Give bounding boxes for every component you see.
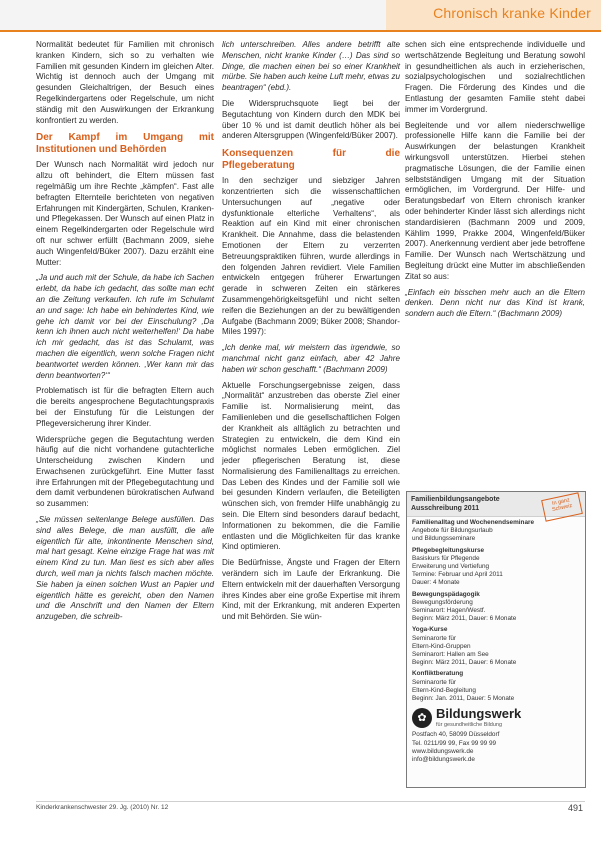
paragraph: schen sich eine entsprechende individuelle und wertschätzende Begleitung und Beratung sowohl in gesundheitlichen als auch in erzieherischen, sozialpsychologischen und sozialrechtlichen Fragen. Die Förderung des Kindes und die Entlastung der gesamten Familie steht dabei immer im Vordergrund. [405, 40, 585, 114]
footer-divider [36, 801, 585, 802]
column-1 [36, 40, 214, 628]
column-3 [405, 40, 585, 325]
paragraph: Die Widerspruchsquote liegt bei der Begutachtung von Kindern durch den MDK bei über 10 % und ist damit deutlich höher als bei anderen Altersgruppen (Wingenfeld/Büker 2007). [222, 98, 400, 141]
page-number: 491 [567, 803, 583, 813]
column-2 [222, 40, 400, 628]
ad-section: Konfliktberatung Seminarorte für Eltern-Kind-Begleitung Beginn: Jan. 2011, Dauer: 5 Monate [412, 670, 515, 703]
quote: „Einfach ein bisschen mehr auch an die Eltern denken. Denn nicht nur das Kind ist krank, sondern auch die Eltern.“ (Bachmann 2009) [405, 287, 585, 319]
logo-name: Bildungswerk [436, 706, 522, 722]
advertisement-box [406, 491, 586, 788]
page-section-title: Chronisch kranke Kinder [433, 5, 591, 21]
paragraph: Aktuelle Forschungsergebnisse zeigen, dass „Normalität“ anzustreben das oberste Ziel einer Familie ist. Normalisierung meint, das Familienleben und die gesellschaftlichen Folgen der Krankheit als alltäglich zu betrachten und Strategien zu entwickeln, die dem Kind ein möglichst normales Leben ermöglichen. Ziel jeder pflegerischen Beratung ist, diese Normalisierung des Familienalltags zu erreichen. Das Leben des Kindes und der Familie soll wie bei gesunden Kindern verlaufen, die Beteiligten wünschen sich, von fremder Hilfe unabhängig zu sein. Die Eltern sind besonders darauf bedacht, Informationen zu bekommen, die die Familie entlasten und die Möglichkeiten für das kranke Kind optimieren. [222, 380, 400, 552]
paragraph: Der Wunsch nach Normalität wird jedoch nur allzu oft behindert, die Eltern müssen fast regelmäßig um ihre Rechte „kämpfen“. Fast alle befragten Elternteile berichteten von negativen Erfahrungen mit Kindergärten, Schulen, Kranken- und Pflegekassen. Der Wunsch auf einen Platz in einem Regelkindergarten oder Regelschule wird oft nur schwer erfüllt (Bachmann 2009, siehe auch Wingenfeld/Büker 2007). Dazu erzählt eine Mutter: [36, 160, 214, 267]
ad-header: Familienbildungsangebote Ausschreibung 2011 [407, 492, 585, 517]
flower-logo-icon: ✿ [412, 708, 432, 728]
paragraph: Die Bedürfnisse, Ängste und Fragen der Eltern verändern sich im Laufe der Erkrankung. Die Eltern entwickeln mit der dauerhaften Versorgung ihres Kindes aber eine große Expertise mit ihrem Kind, mit der Erkrankung, mit anderen Experten und mit Behörden. Sie wün- [222, 558, 400, 622]
ad-section: Bewegungspädagogik Bewegungsförderung Seminarort: Hagen/Westf. Beginn: März 2011, Dauer: 6 Monate [412, 590, 517, 623]
paragraph: In den sechziger und siebziger Jahren konzentrierten sich die wissenschaftlichen Untersuchungen auf „negative oder dysfunktionale elterliche Verhaltens“, als Reaktion auf ein Kind mit einer chronischen Krankheit. Die Annahme, dass die belastenden Emotionen der Eltern zu verzerrten Betreuungspraktiken führen, wurde allerdings in den folgenden Jahren revidiert. Viele Familien entwickeln entgegen früherer Erwartungen gerade in schweren Zeiten ein stärkeres Zusammengehörigkeitsgefühl und nicht selten reifen die Beziehungen an der zu bewältigenden Aufgabe (Bachmann 2009; Büker 2008; Shandor-Miles 1997): [222, 176, 400, 337]
ad-section: Yoga-Kurse Seminarorte für Eltern-Kind-Gruppen Seminarort: Hallen am See Beginn: März 2011, Dauer: 6 Monate [412, 626, 517, 667]
bildungswerk-logo [407, 704, 585, 729]
ad-badge: In ganz Schweiz [541, 492, 583, 521]
ad-section: Familienalltag und Wochenendseminare Angebote für Bildungsurlaub und Bildungsseminare [412, 519, 535, 543]
quote: „Ich denke mal, wir meistern das irgendwie, so manchmal nicht ganz einfach, aber 42 Jahre haben wir schon geschafft.“ (Bachmann 2009) [222, 343, 400, 374]
paragraph: Begleitende und vor allem niederschwellige professionelle Hilfe kann die Familie bei der Auswirkungen der belastungen Krankheit wirkungsvoll unterstützen. Hierbei stehen pragmatische Lösungen, die der Familie einen selbstständigen Umgang mit der Situation ermöglichen, im Vordergrund. Der Hilfe- und Beratungsbedarf von Eltern chronisch kranker oder behinderter Kinder lässt sich allerdings nicht standardisieren (Bachmann 2009 und 2009, Kählim 1999, Prakke 2004, Wingenfeld/Büker 2007). Anerkennung verdient aber jede betroffene Familie. Der Wunsch nach Wertschätzung und Begleitung drückt eine Mutter im abschließenden Zitat so aus: [405, 120, 585, 281]
section-heading: Konsequenzen für die Pflegeberatung [222, 148, 400, 172]
paragraph: Normalität bedeutet für Familien mit chronisch kranken Kindern, sich so zu verhalten wie Familien mit gesunden Kindern im gleichen Alter. Wichtig ist dennoch auch der Umgang mit gesunden Gleichaltrigen, der Besuch eines Regelkindergartens oder Regelschule, um nicht ständig mit den Auswirkungen der Erkrankung konfrontiert zu werden. [36, 40, 214, 125]
quote: lich unterschreiben. Alles andere betrifft alte Menschen, nicht kranke Kinder (…) Das sind so Dinge, die machen einen bei so einer Krankheit mürbe. Sie haben auch keine Luft mehr, etwas zu beantragen“ (ebd.). [222, 40, 400, 93]
journal-citation: Kinderkrankenschwester 29. Jg. (2010) Nr. 12 [36, 804, 169, 811]
section-heading: Der Kampf im Umgang mit Institutionen und Behörden [36, 132, 214, 156]
paragraph: Widersprüche gegen die Begutachtung werden häufig auf die nicht vorhandene gutachterliche Unterscheidung zwischen Kindern und Erwachsenen zurückgeführt. Eine Mutter fasst ihre Erfahrungen mit der Pflegebegutachtung und dem damit verbundenen bürokratischen Aufwand so zusammen: [36, 434, 214, 509]
ad-contact: Postfach 40, 58099 Düsseldorf Tel. 0211/99 99, Fax 99 99 99 www.bildungswerk.de info@bildungswerk.de [407, 729, 585, 766]
quote: „Ja und auch mit der Schule, da habe ich Sachen erlebt, da habe ich gedacht, das sollte man echt an die Zeitung verkaufen. Ich rufe im Schulamt an und sage: Ich habe ein behindertes Kind, wie gehe ich damit vor bei der Einschulung? ,Da kenn ich ihnen auch nicht weiterhelfen!‘ Da habe ich mir gedacht, das ist das Schulamt, was machen die eigentlich, wenn solche Fragen nicht beantwortet werden können. ,Wer kann mir das denn beantworten?‘“ [36, 273, 214, 380]
quote: „Sie müssen seitenlange Belege ausfüllen. Das sind alles Belege, die man ausfüllt, die alle eigentlich für alte, inkontinente Menschen sind, mal hart gesagt. Keine einzige Frage hat was mit einem Kind zu tun. Man liest es sich aber alles durch, weil man ja nichts falsch machen möchte. Sie haben ja einen solchen Wust an Papier und eigentlich hätte es gereicht, oben den Namen und die Anschrift und den Namen der Eltern anzugeben, die schreib- [36, 515, 214, 622]
email-link[interactable]: info@bildungswerk.de [412, 756, 475, 764]
website-link[interactable]: www.bildungswerk.de [412, 747, 474, 755]
logo-subtitle: für gesundheitliche Bildung [436, 722, 503, 729]
paragraph: Problematisch ist für die befragten Eltern auch die bereits angesprochene Begutachtungspraxis bei der Einstufung für die Leistungen der Pflegeversicherung ihrer Kinder. [36, 386, 214, 428]
ad-section: Pflegebegleitungskurse Basiskurs für Pflegende Erweiterung und Vertiefung Termine: Februar und April 2011 Dauer: 4 Monate [412, 546, 503, 587]
